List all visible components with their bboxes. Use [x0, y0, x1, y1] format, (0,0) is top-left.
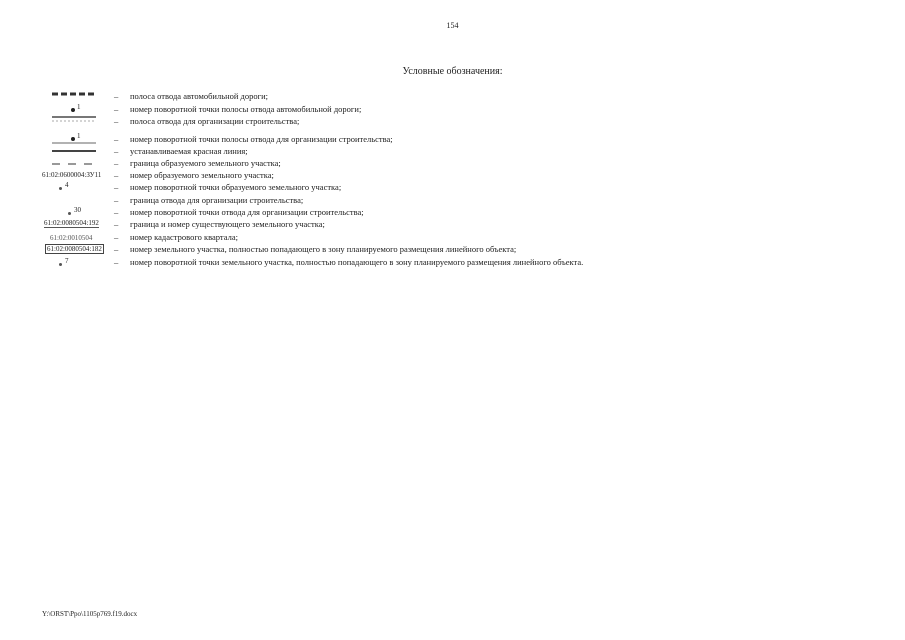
legend-row [0, 243, 905, 255]
legend-row [0, 157, 905, 169]
legend-desc: номер поворотной точки полосы отвода для организации строительства; [130, 134, 393, 144]
legend-dash: – [114, 257, 119, 267]
legend-dash: – [114, 146, 119, 156]
page-number: 154 [446, 21, 459, 30]
legend-row [0, 103, 905, 115]
legend-row [0, 145, 905, 157]
legend-dash: – [114, 91, 119, 101]
legend-desc: граница и номер существующего земельного участка; [130, 219, 325, 229]
legend-dash: – [114, 244, 119, 254]
legend-row [0, 194, 905, 206]
legend-symbol-text: 7 [65, 257, 69, 265]
point-dot-icon [68, 212, 71, 215]
legend-row [0, 169, 905, 181]
legend-dash: – [114, 170, 119, 180]
legend-row [0, 133, 905, 145]
legend-row [0, 231, 905, 243]
legend-symbol-text: 61:02:0080504:182 [47, 245, 102, 253]
legend-dash: – [114, 207, 119, 217]
legend-row [0, 256, 905, 268]
legend-dash: – [114, 232, 119, 242]
legend-desc: устанавливаемая красная линия; [130, 146, 248, 156]
legend-desc: номер поворотной точки полосы отвода автомобильной дороги; [130, 104, 362, 114]
legend-desc: полоса отвода для организации строительства; [130, 116, 300, 126]
legend-row [0, 206, 905, 218]
legend-symbol-text: 1 [77, 132, 81, 140]
legend-dash: – [114, 158, 119, 168]
legend-row [0, 181, 905, 193]
legend-dash: – [114, 182, 119, 192]
legend-dash: – [114, 195, 119, 205]
legend-row [0, 218, 905, 230]
legend-symbol-text: 61:02:0010504 [50, 234, 93, 242]
legend-title [0, 66, 905, 77]
legend-row [0, 90, 905, 102]
legend-title-text: Условные обозначения: [402, 66, 503, 77]
point-dot-icon [59, 263, 62, 266]
legend-desc: граница отвода для организации строительства; [130, 195, 304, 205]
legend-desc: номер образуемого земельного участка; [130, 170, 274, 180]
legend-dash: – [114, 104, 119, 114]
legend-desc: номер земельного участка, полностью попадающего в зону планируемого размещения линейного объекта; [130, 244, 517, 254]
legend-dash: – [114, 134, 119, 144]
legend-symbol-text: 4 [65, 181, 69, 189]
legend-symbol-text: 30 [74, 206, 81, 214]
legend-desc: граница образуемого земельного участка; [130, 158, 281, 168]
legend-desc: номер поворотной точки земельного участка, полностью попадающего в зону планируемого размещения линейного объекта. [130, 257, 584, 267]
legend-symbol-text: 61:02:0600004:ЗУ11 [42, 171, 102, 179]
legend-dash: – [114, 219, 119, 229]
footer-file-path: Y:\ORST\Ppo\1105p769.f19.docx [42, 610, 138, 618]
legend-row [0, 115, 905, 127]
legend-dash: – [114, 116, 119, 126]
legend-desc: номер кадастрового квартала; [130, 232, 238, 242]
point-dot-icon [59, 187, 62, 190]
point-dot-icon [71, 108, 75, 112]
legend-symbol-text: 61:02:0080504:192 [44, 219, 99, 227]
legend-desc: полоса отвода автомобильной дороги; [130, 91, 269, 101]
legend-desc: номер поворотной точки образуемого земельного участка; [130, 182, 342, 192]
legend-desc: номер поворотной точки отвода для организации строительства; [130, 207, 364, 217]
legend-symbol-text: 1 [77, 103, 81, 111]
